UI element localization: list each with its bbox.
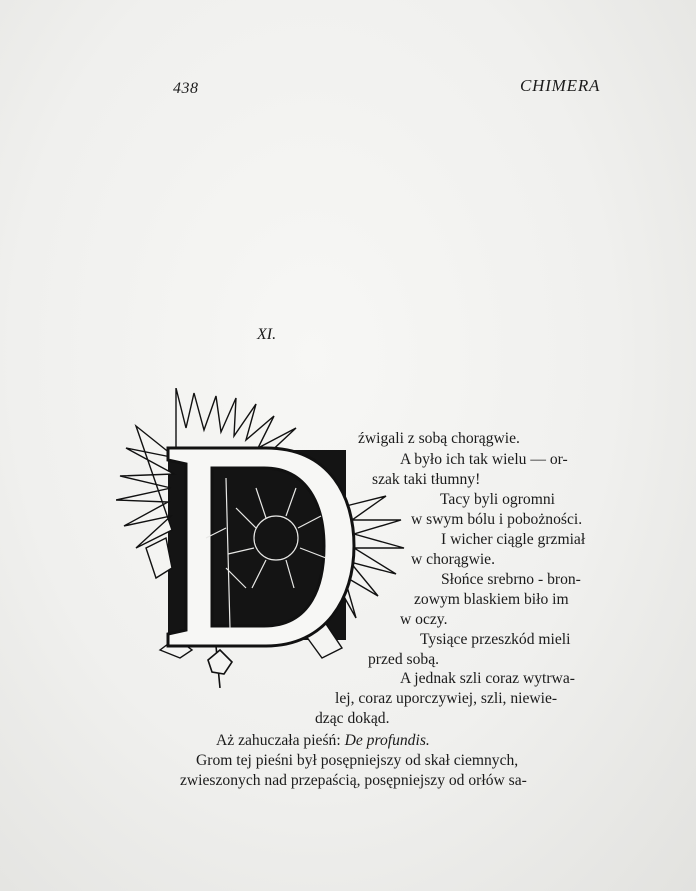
text-line: A było ich tak wielu — or- (400, 451, 568, 468)
text-line: w swym bólu i pobożności. (411, 511, 583, 528)
page-number: 438 (173, 80, 199, 97)
flower-stem (208, 646, 232, 688)
song-line (216, 731, 430, 751)
song-title: De profundis. (344, 732, 430, 749)
text-line: I wicher ciągle grzmiał (441, 531, 586, 548)
text-line: w chorągwie. (411, 551, 495, 568)
text-line: zowym blaskiem biło im (414, 591, 569, 608)
text-line: Grom tej pieśni był posępniejszy od skał ciemnych, (196, 752, 519, 769)
text-line: w oczy. (400, 611, 448, 628)
text-line: Tacy byli ogromni (440, 491, 555, 508)
running-title: CHIMERA (520, 76, 601, 95)
text-line: szak taki tłumny! (372, 471, 481, 488)
text-line: Słońce srebrno - bron- (441, 571, 581, 588)
text-line: Tysiące przeszkód mieli (420, 631, 571, 648)
text-line: źwigali z sobą chorągwie. (358, 430, 520, 447)
text-line: lej, coraz uporczywiej, szli, niewie- (335, 690, 558, 707)
text-line: przed sobą. (368, 651, 440, 668)
chapter-number: XI. (257, 326, 277, 343)
text-line: zwieszonych nad przepaścią, posępniejszy od orłów sa- (180, 772, 527, 789)
song-intro: Aż zahuczała pieśń: (216, 732, 345, 749)
text-line: dząc dokąd. (315, 710, 390, 727)
text-line: A jednak szli coraz wytrwa- (400, 670, 575, 687)
